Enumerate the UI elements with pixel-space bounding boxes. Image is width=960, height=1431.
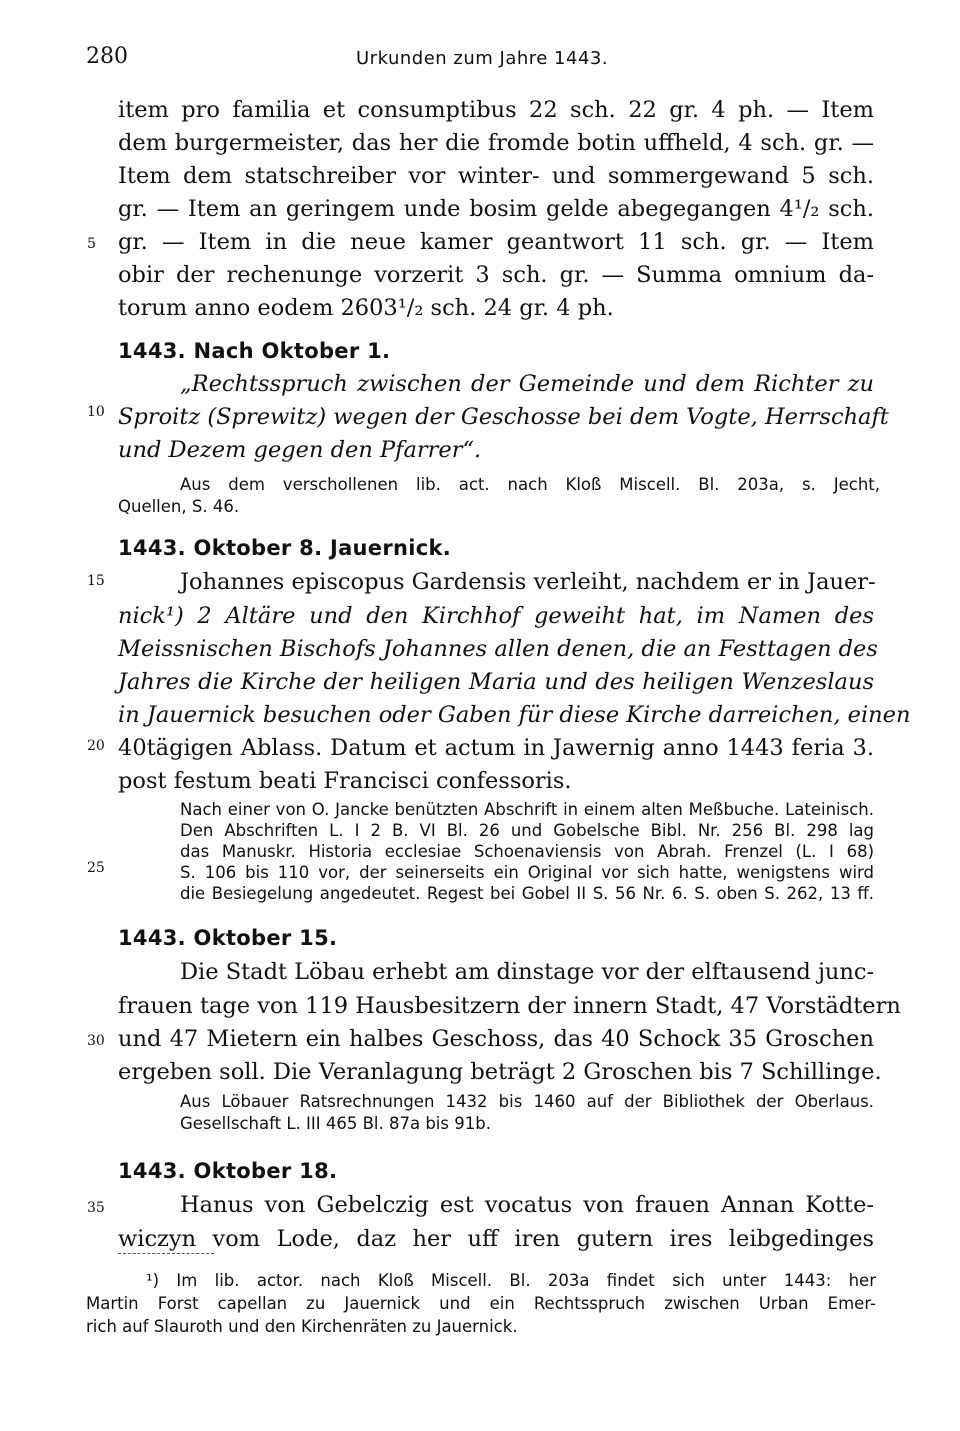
entry-heading: 1443. Oktober 18.	[118, 1159, 338, 1183]
text-line: Hanus von Gebelczig est vocatus von frauen Annan Kotte-	[180, 1192, 874, 1218]
line-number: 15	[87, 573, 105, 589]
line-number: 25	[87, 860, 105, 876]
line-number: 10	[87, 404, 105, 420]
line-number: 5	[87, 236, 96, 252]
source-note: Aus Löbauer Ratsrechnungen 1432 bis 1460 auf der Bibliothek der Oberlaus.	[180, 1092, 874, 1111]
text-line: Sproitz (Sprewitz) wegen der Geschosse bei dem Vogte, Herrschaft	[118, 404, 889, 430]
line-number: 35	[87, 1200, 105, 1216]
running-title: Urkunden zum Jahre 1443.	[356, 48, 609, 69]
text-line: gr. — Item in die neue kamer geantwort 11 sch. gr. — Item	[118, 229, 874, 255]
text-line: Jahres die Kirche der heiligen Maria und des heiligen Wenzeslaus	[118, 669, 874, 695]
page-header	[86, 44, 876, 74]
footnote-rule	[118, 1253, 214, 1254]
footnote-line: ¹) Im lib. actor. nach Kloß Miscell. Bl. 203a findet sich unter 1443: her	[146, 1271, 876, 1290]
text-line: Die Stadt Löbau erhebt am dinstage vor der elftausend junc-	[180, 959, 875, 985]
text-line: in Jauernick besuchen oder Gaben für diese Kirche darreichen, einen	[118, 702, 911, 728]
source-note: Quellen, S. 46.	[118, 497, 240, 516]
line-number: 20	[87, 738, 105, 754]
footnote-line: Martin Forst capellan zu Jauernick und ein Rechtsspruch zwischen Urban Emer-	[86, 1294, 876, 1313]
source-note: Den Abschriften L. I 2 B. VI Bl. 26 und Gobelsche Bibl. Nr. 256 Bl. 298 lag	[180, 821, 874, 840]
text-line: 40tägigen Ablass. Datum et actum in Jawernig anno 1443 feria 3.	[118, 735, 874, 761]
entry-heading: 1443. Oktober 8. Jauernick.	[118, 536, 452, 560]
text-line: und 47 Mietern ein halbes Geschoss, das 40 Schock 35 Groschen	[118, 1026, 874, 1052]
text-line: frauen tage von 119 Hausbesitzern der innern Stadt, 47 Vorstädtern	[118, 993, 901, 1019]
text-line: Johannes episcopus Gardensis verleiht, nachdem er in Jauer-	[180, 569, 876, 595]
footnote-line: rich auf Slauroth und den Kirchenräten zu Jauernick.	[86, 1317, 518, 1336]
line-number: 30	[87, 1033, 105, 1049]
text-line: nick¹) 2 Altäre und den Kirchhof geweiht hat, im Namen des	[118, 603, 874, 629]
source-note: S. 106 bis 110 vor, der seinerseits ein Original vor sich hatte, wenigstens wird	[180, 863, 874, 882]
text-line: „Rechtsspruch zwischen der Gemeinde und dem Richter zu	[180, 371, 874, 397]
text-line: post festum beati Francisci confessoris.	[118, 768, 572, 794]
text-line: obir der rechenunge vorzerit 3 sch. gr. — Summa omnium da-	[118, 262, 874, 288]
text-line: torum anno eodem 2603¹/₂ sch. 24 gr. 4 ph.	[118, 295, 614, 321]
source-note: Aus dem verschollenen lib. act. nach Kloß Miscell. Bl. 203a, s. Jecht,	[180, 475, 880, 494]
text-line: Meissnischen Bischofs Johannes allen denen, die an Festtagen des	[118, 636, 878, 662]
source-note: die Besiegelung angedeutet. Regest bei Gobel II S. 56 Nr. 6. S. oben S. 262, 13 ff.	[180, 884, 874, 903]
page-number: 280	[86, 44, 128, 69]
source-note: Gesellschaft L. III 465 Bl. 87a bis 91b.	[180, 1114, 491, 1133]
entry-heading: 1443. Oktober 15.	[118, 926, 338, 950]
entry-heading: 1443. Nach Oktober 1.	[118, 339, 391, 363]
text-line: item pro familia et consumptibus 22 sch. 22 gr. 4 ph. — Item	[118, 97, 874, 123]
text-line: und Dezem gegen den Pfarrer“.	[118, 437, 482, 463]
source-note: Nach einer von O. Jancke benützten Abschrift in einem alten Meßbuche. Lateinisch.	[180, 800, 874, 819]
text-line: ergeben soll. Die Veranlagung beträgt 2 Groschen bis 7 Schillinge.	[118, 1059, 882, 1085]
source-note: das Manuskr. Historia ecclesiae Schoenaviensis von Abrah. Frenzel (L. I 68)	[180, 842, 874, 861]
text-line: dem burgermeister, das her die fromde botin uffheld, 4 sch. gr. —	[118, 130, 874, 156]
text-line: wiczyn vom Lode, daz her uff iren gutern ires leibgedinges	[118, 1226, 874, 1252]
text-line: gr. — Item an geringem unde bosim gelde abegegangen 4¹/₂ sch.	[118, 196, 874, 222]
text-line: Item dem statschreiber vor winter- und sommergewand 5 sch.	[118, 163, 874, 189]
